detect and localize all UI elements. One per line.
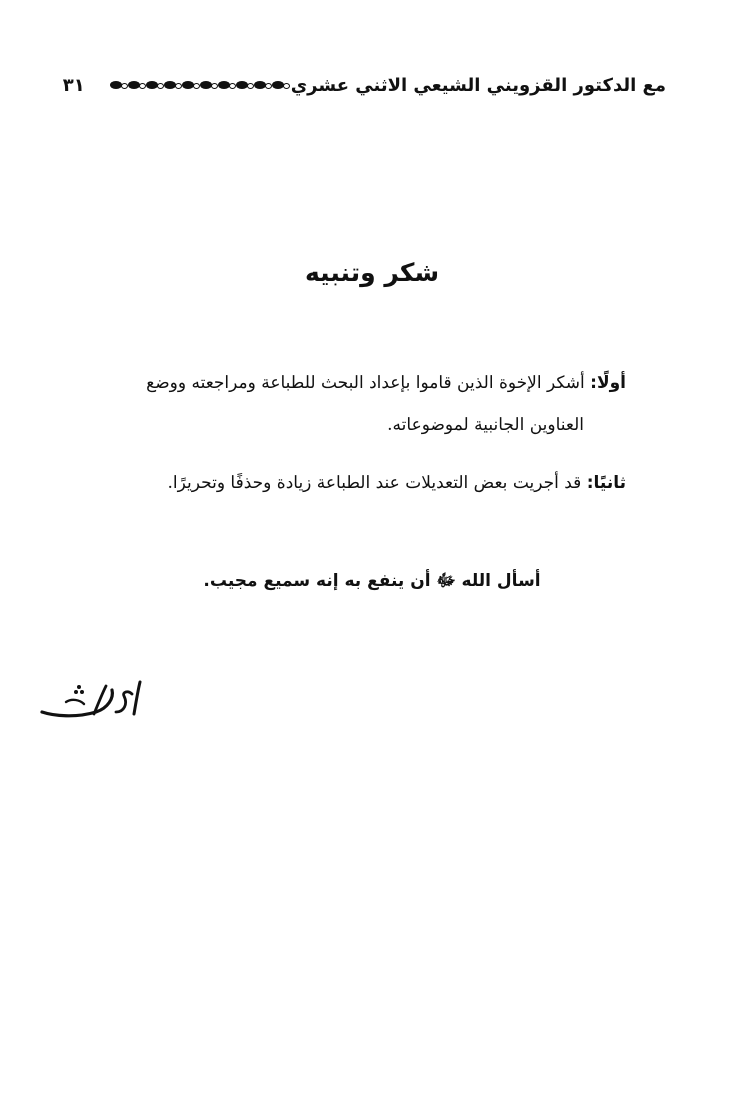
page-number: ٣١ bbox=[62, 74, 85, 96]
running-header bbox=[58, 68, 666, 102]
section-title: شكر وتنبيه bbox=[304, 258, 440, 287]
paragraph-second bbox=[26, 462, 626, 504]
paragraph-first-line2: العناوين الجانبية لموضوعاته. bbox=[387, 415, 584, 435]
paragraph-second-text: قد أجريت بعض التعديلات عند الطباعة زيادة وحذفًا وتحريرًا. bbox=[167, 473, 582, 493]
signature bbox=[36, 676, 146, 724]
paragraph-first bbox=[26, 362, 626, 446]
header-title: مع الدكتور القزويني الشيعي الاثني عشري bbox=[290, 74, 666, 96]
paragraph-second-lead: ثانيًا: bbox=[586, 473, 626, 493]
closing-prayer: أسأل الله ﷻ أن ينفع به إنه سميع مجيب. bbox=[203, 571, 541, 591]
paragraph-first-lead: أولًا: bbox=[590, 373, 626, 393]
header-ornament bbox=[107, 81, 287, 89]
paragraph-first-line1: أشكر الإخوة الذين قاموا بإعداد البحث للطباعة ومراجعته ووضع bbox=[146, 373, 585, 393]
